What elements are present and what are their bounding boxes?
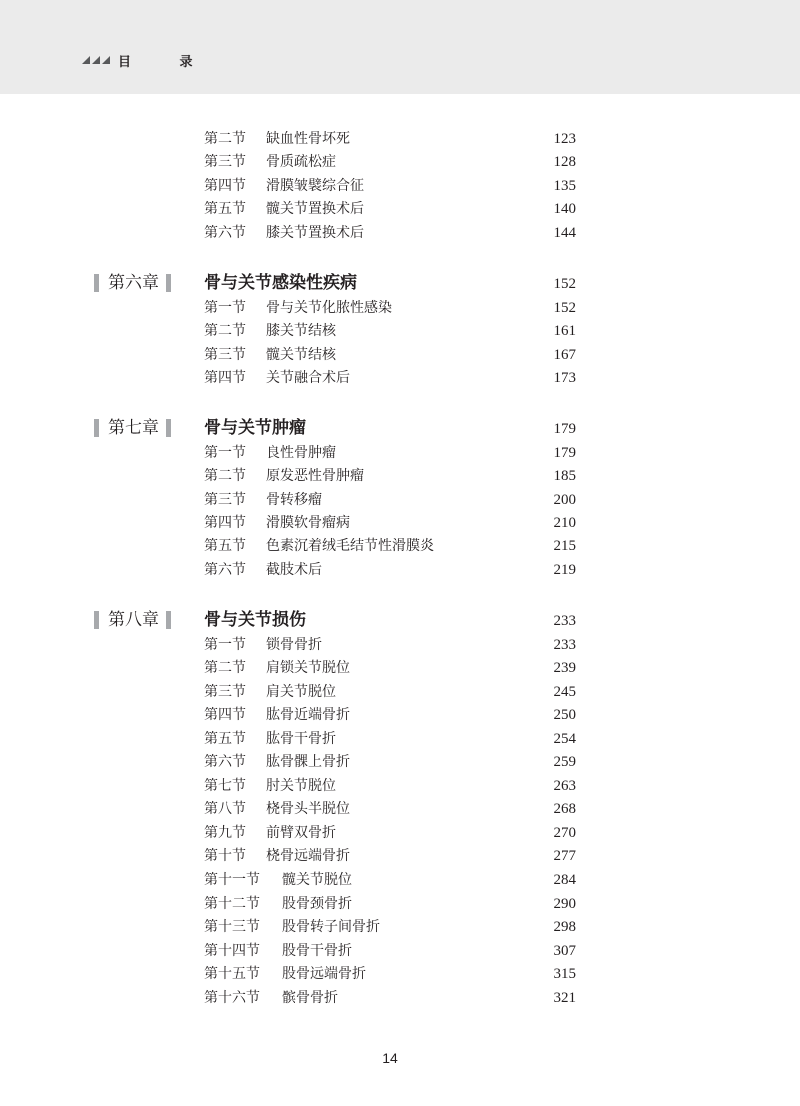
section-title: 肩关节脱位 (266, 684, 336, 700)
section-entry[interactable] (204, 728, 576, 750)
section-title: 肱骨近端骨折 (266, 707, 350, 723)
section-title: 肘关节脱位 (266, 778, 336, 794)
section-label: 第五节 (204, 731, 246, 747)
section-title: 肱骨干骨折 (266, 731, 336, 747)
section-page: 173 (553, 370, 576, 386)
section-title: 桡骨远端骨折 (266, 848, 350, 864)
section-entry[interactable] (204, 198, 576, 220)
section-title: 桡骨头半脱位 (266, 801, 350, 817)
section-label: 第九节 (204, 825, 246, 841)
header-band (0, 0, 800, 94)
section-title: 前臂双骨折 (266, 825, 336, 841)
section-entry[interactable] (204, 535, 576, 557)
section-entry[interactable] (204, 175, 576, 197)
section-title: 股骨远端骨折 (282, 966, 366, 982)
section-page: 268 (553, 801, 576, 817)
chapter-bar-right (166, 419, 171, 437)
section-page: 233 (553, 637, 576, 653)
section-label: 第八节 (204, 801, 246, 817)
chapter-bar-left (94, 611, 99, 629)
section-label: 第四节 (204, 370, 246, 386)
chapter-bar-left (94, 419, 99, 437)
section-entry[interactable] (204, 681, 576, 703)
section-entry[interactable] (204, 940, 576, 962)
chapter-title: 骨与关节损伤 (204, 610, 306, 630)
section-entry[interactable] (204, 963, 576, 985)
section-label: 第十二节 (204, 896, 260, 912)
chapter-page: 152 (553, 276, 576, 292)
chapter-label: 第八章 (108, 610, 159, 630)
section-title: 骨与关节化脓性感染 (266, 300, 392, 316)
section-page: 315 (553, 966, 576, 982)
section-page: 321 (553, 990, 576, 1006)
section-page: 152 (553, 300, 576, 316)
chapter-title: 骨与关节肿瘤 (204, 418, 306, 438)
section-title: 髋关节结核 (266, 347, 336, 363)
section-entry[interactable] (204, 367, 576, 389)
section-entry[interactable] (204, 751, 576, 773)
section-title: 骨转移瘤 (266, 492, 322, 508)
chapter-title: 骨与关节感染性疾病 (204, 273, 357, 293)
section-label: 第三节 (204, 154, 246, 170)
section-label: 第十一节 (204, 872, 260, 888)
section-entry[interactable] (204, 869, 576, 891)
section-page: 215 (553, 538, 576, 554)
section-label: 第十四节 (204, 943, 260, 959)
section-label: 第四节 (204, 178, 246, 194)
section-entry[interactable] (204, 151, 576, 173)
chapter-entry[interactable] (94, 416, 576, 442)
section-label: 第二节 (204, 323, 246, 339)
chapter-bar-left (94, 274, 99, 292)
section-entry[interactable] (204, 822, 576, 844)
section-label: 第十节 (204, 848, 246, 864)
section-page: 144 (553, 225, 576, 241)
section-title: 膝关节结核 (266, 323, 336, 339)
page-number: 14 (382, 1050, 398, 1066)
chapter-entry[interactable] (94, 271, 576, 297)
section-label: 第二节 (204, 468, 246, 484)
section-label: 第三节 (204, 684, 246, 700)
section-title: 原发恶性骨肿瘤 (266, 468, 364, 484)
section-page: 123 (553, 131, 576, 147)
section-entry[interactable] (204, 634, 576, 656)
section-page: 298 (553, 919, 576, 935)
section-entry[interactable] (204, 704, 576, 726)
section-label: 第七节 (204, 778, 246, 794)
section-label: 第四节 (204, 515, 246, 531)
chapter-bar-right (166, 611, 171, 629)
section-entry[interactable] (204, 344, 576, 366)
section-page: 270 (553, 825, 576, 841)
section-label: 第二节 (204, 131, 246, 147)
section-label: 第一节 (204, 637, 246, 653)
section-page: 284 (553, 872, 576, 888)
section-entry[interactable] (204, 916, 576, 938)
chapter-label: 第六章 (108, 273, 159, 293)
section-page: 167 (553, 347, 576, 363)
section-label: 第十三节 (204, 919, 260, 935)
chapter-label: 第七章 (108, 418, 159, 438)
section-entry[interactable] (204, 465, 576, 487)
section-title: 骨质疏松症 (266, 154, 336, 170)
section-page: 179 (553, 445, 576, 461)
section-title: 截肢术后 (266, 562, 322, 578)
section-page: 277 (553, 848, 576, 864)
section-page: 245 (553, 684, 576, 700)
section-label: 第十六节 (204, 990, 260, 1006)
section-entry[interactable] (204, 128, 576, 150)
section-page: 254 (553, 731, 576, 747)
section-page: 307 (553, 943, 576, 959)
chapter-entry[interactable] (94, 608, 576, 634)
section-label: 第五节 (204, 201, 246, 217)
section-title: 股骨转子间骨折 (282, 919, 380, 935)
section-title: 关节融合术后 (266, 370, 350, 386)
section-title: 良性骨肿瘤 (266, 445, 336, 461)
section-label: 第一节 (204, 445, 246, 461)
section-page: 200 (553, 492, 576, 508)
section-page: 185 (553, 468, 576, 484)
chapter-page: 233 (553, 613, 576, 629)
section-page: 210 (553, 515, 576, 531)
section-label: 第五节 (204, 538, 246, 554)
section-title: 髋关节脱位 (282, 872, 352, 888)
section-page: 128 (553, 154, 576, 170)
section-entry[interactable] (204, 559, 576, 581)
section-entry[interactable] (204, 845, 576, 867)
triangle-marks-icon (82, 56, 110, 66)
section-entry[interactable] (204, 798, 576, 820)
header-title: 目 录 (118, 55, 215, 70)
section-title: 肩锁关节脱位 (266, 660, 350, 676)
section-label: 第六节 (204, 225, 246, 241)
section-title: 髋关节置换术后 (266, 201, 364, 217)
section-title: 滑膜软骨瘤病 (266, 515, 350, 531)
section-title: 股骨干骨折 (282, 943, 352, 959)
section-entry[interactable] (204, 297, 576, 319)
section-title: 色素沉着绒毛结节性滑膜炎 (266, 538, 434, 554)
section-entry[interactable] (204, 442, 576, 464)
section-page: 290 (553, 896, 576, 912)
section-label: 第四节 (204, 707, 246, 723)
section-page: 263 (553, 778, 576, 794)
section-title: 肱骨髁上骨折 (266, 754, 350, 770)
section-page: 140 (553, 201, 576, 217)
section-entry[interactable] (204, 775, 576, 797)
section-label: 第三节 (204, 347, 246, 363)
section-label: 第十五节 (204, 966, 260, 982)
section-label: 第二节 (204, 660, 246, 676)
section-entry[interactable] (204, 893, 576, 915)
chapter-page: 179 (553, 421, 576, 437)
section-title: 滑膜皱襞综合征 (266, 178, 364, 194)
section-entry[interactable] (204, 657, 576, 679)
section-page: 250 (553, 707, 576, 723)
section-label: 第三节 (204, 492, 246, 508)
chapter-bar-right (166, 274, 171, 292)
section-label: 第六节 (204, 562, 246, 578)
section-label: 第六节 (204, 754, 246, 770)
section-page: 135 (553, 178, 576, 194)
section-entry[interactable] (204, 489, 576, 511)
section-title: 股骨颈骨折 (282, 896, 352, 912)
section-title: 缺血性骨坏死 (266, 131, 350, 147)
section-title: 锁骨骨折 (266, 637, 322, 653)
section-title: 膝关节置换术后 (266, 225, 364, 241)
section-page: 259 (553, 754, 576, 770)
section-title: 髌骨骨折 (282, 990, 338, 1006)
section-entry[interactable] (204, 987, 576, 1009)
section-page: 219 (553, 562, 576, 578)
section-page: 161 (553, 323, 576, 339)
section-label: 第一节 (204, 300, 246, 316)
section-entry[interactable] (204, 320, 576, 342)
section-page: 239 (553, 660, 576, 676)
section-entry[interactable] (204, 512, 576, 534)
section-entry[interactable] (204, 222, 576, 244)
